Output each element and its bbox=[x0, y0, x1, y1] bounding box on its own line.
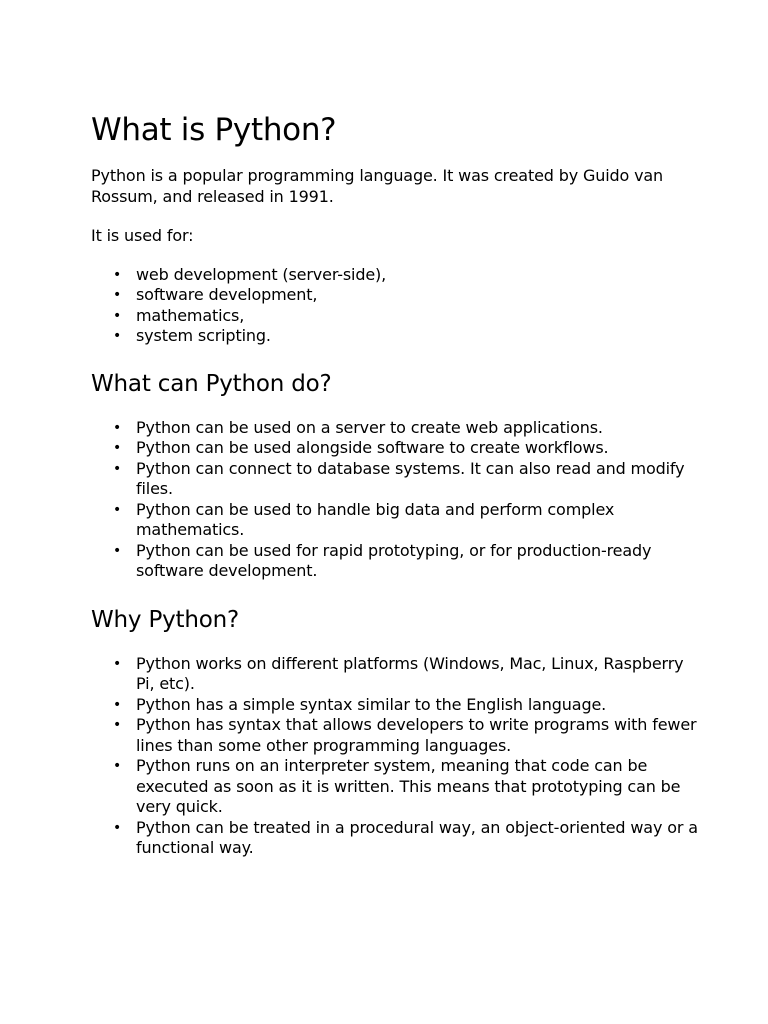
bullet-icon: • bbox=[113, 819, 122, 836]
section-heading-why: Why Python? bbox=[91, 606, 239, 633]
why-python-list bbox=[91, 654, 701, 859]
list-item bbox=[91, 654, 701, 695]
bullet-icon: • bbox=[113, 328, 122, 344]
bullet-icon: • bbox=[113, 266, 122, 283]
list-item-text: system scripting. bbox=[136, 326, 271, 345]
bullet-icon: • bbox=[113, 501, 122, 518]
bullet-icon: • bbox=[113, 307, 122, 324]
list-item bbox=[91, 756, 701, 818]
list-item bbox=[91, 500, 701, 541]
list-item bbox=[91, 459, 701, 500]
list-item-text: Python can be used on a server to create web applications. bbox=[136, 417, 603, 437]
list-item bbox=[91, 818, 701, 859]
bullet-icon: • bbox=[113, 460, 122, 477]
list-item-text: Python can connect to database systems. It can also read and modify files. bbox=[136, 458, 685, 498]
list-item-text: Python can be used alongside software to create workflows. bbox=[136, 438, 609, 457]
list-item bbox=[91, 265, 701, 286]
list-item-text: Python has syntax that allows developers to write programs with fewer lines than some other programming languages. bbox=[136, 715, 697, 755]
bullet-icon: • bbox=[113, 758, 122, 774]
list-item-text: Python works on different platforms (Windows, Mac, Linux, Raspberry Pi, etc). bbox=[136, 653, 684, 693]
bullet-icon: • bbox=[113, 696, 122, 713]
page-title: What is Python? bbox=[91, 112, 337, 148]
bullet-icon: • bbox=[113, 440, 122, 456]
used-for-list bbox=[91, 265, 701, 347]
list-item-text: Python can be used for rapid prototyping, or for production-ready software development. bbox=[136, 540, 652, 580]
bullet-icon: • bbox=[113, 655, 122, 672]
list-item bbox=[91, 418, 701, 439]
list-item-text: Python can be used to handle big data and perform complex mathematics. bbox=[136, 499, 615, 539]
bullet-icon: • bbox=[113, 287, 122, 303]
list-item bbox=[91, 285, 701, 306]
bullet-icon: • bbox=[113, 419, 122, 436]
list-item bbox=[91, 438, 701, 459]
bullet-icon: • bbox=[113, 542, 122, 559]
list-item-text: Python can be treated in a procedural way, an object-oriented way or a functional way. bbox=[136, 817, 698, 857]
list-item bbox=[91, 541, 701, 582]
list-item bbox=[91, 695, 701, 716]
list-item-text: mathematics, bbox=[136, 305, 245, 325]
document-page bbox=[91, 108, 701, 859]
list-item-text: web development (server-side), bbox=[136, 264, 387, 284]
list-item bbox=[91, 306, 701, 327]
intro-paragraph: Python is a popular programming language. It was created by Guido van Rossum, and released in 1991. bbox=[91, 166, 664, 206]
list-item-text: Python has a simple syntax similar to the English language. bbox=[136, 694, 607, 714]
used-for-label: It is used for: bbox=[91, 226, 194, 245]
list-item bbox=[91, 715, 701, 756]
list-item-text: software development, bbox=[136, 285, 318, 304]
list-item bbox=[91, 326, 701, 347]
bullet-icon: • bbox=[113, 717, 122, 733]
what-can-list bbox=[91, 418, 701, 582]
section-heading-what-can: What can Python do? bbox=[91, 370, 332, 397]
list-item-text: Python runs on an interpreter system, meaning that code can be executed as soon as it is written. This means that prototyping can be very quick. bbox=[136, 756, 681, 816]
